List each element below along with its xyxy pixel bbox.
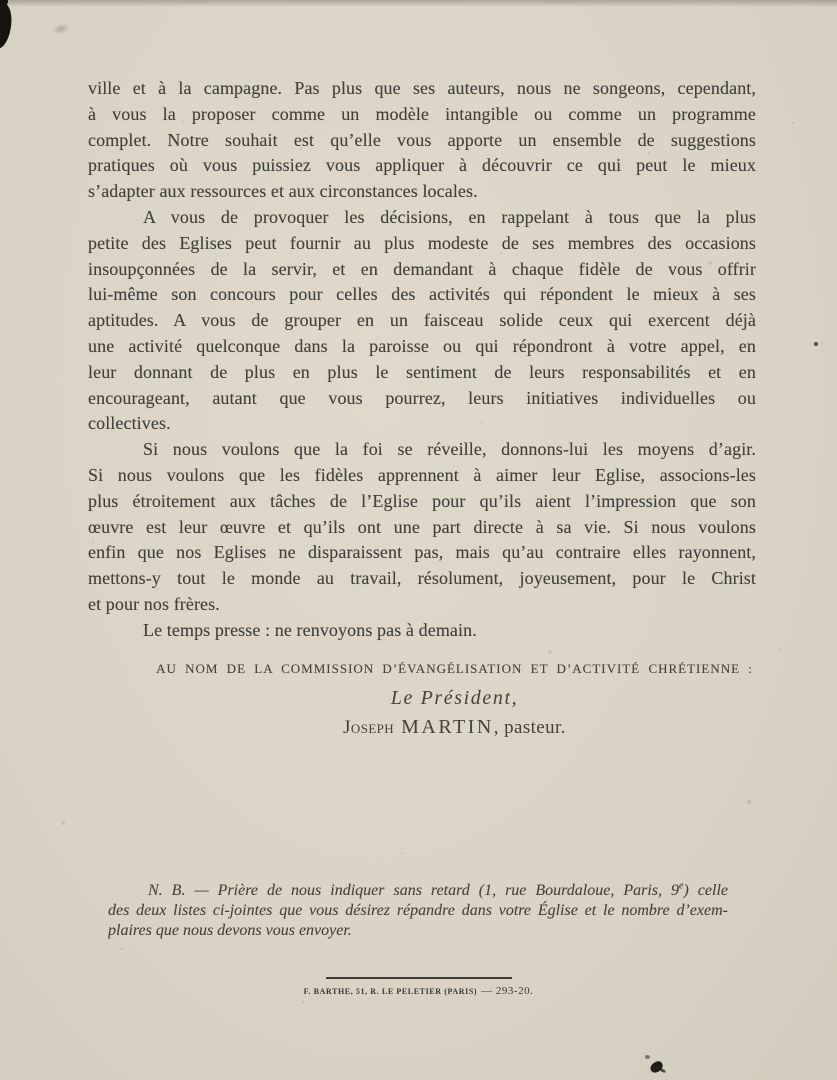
text-line: pratiques où vous puissiez vous appliquer à découvrir ce qui peut le mieux bbox=[88, 155, 756, 176]
text-line: une activité quelconque dans la paroisse ou qui répondront à votre appel, en bbox=[88, 335, 756, 356]
imprint-rule bbox=[326, 977, 512, 979]
text-line: mettons-y tout le monde au travail, résolument, joyeusement, pour le Christ bbox=[88, 568, 756, 589]
imprint-text bbox=[0, 981, 837, 999]
text-line: ville et à la campagne. Pas plus que ses auteurs, nous ne songeons, cependant, bbox=[88, 78, 756, 98]
text-line: œuvre est leur œuvre et qu’ils ont une part directe à sa vie. Si nous voulons bbox=[88, 516, 756, 537]
text-line: enfin que nos Eglises ne disparaissent pas, mais qu’au contraire elles rayonnent, bbox=[88, 542, 756, 563]
nb-line-text: N. B. — Prière de nous indiquer sans retard (1, rue Bourdaloue, Paris, 9 bbox=[148, 882, 680, 899]
text-line: Si nous voulons que la foi se réveille, donnons-lui les moyens d’agir. bbox=[143, 439, 756, 460]
nb-line: des deux listes ci-jointes que vous désirez répandre dans votre Église et le nombre d’exem- bbox=[108, 901, 728, 919]
text-line: leur donnant de plus en plus le sentiment de leurs responsabilités et en bbox=[88, 361, 756, 382]
signature-block bbox=[88, 661, 756, 739]
text-line: A vous de provoquer les décisions, en rappelant à tous que la plus bbox=[143, 206, 756, 227]
text-line: insoupçonnées de la servir, et en demandant à chaque fidèle de vous offrir bbox=[88, 258, 756, 279]
ink-blot-dot bbox=[645, 1055, 650, 1059]
ink-blot-tail bbox=[659, 1068, 667, 1074]
imprint bbox=[0, 977, 837, 999]
text-line: encourageant, autant que vous pourrez, leurs initiatives individuelles ou bbox=[88, 387, 756, 408]
nb-line bbox=[108, 881, 728, 901]
nb-superscript: e bbox=[679, 881, 684, 892]
commission-line: AU NOM DE LA COMMISSION D’ÉVANGÉLISATION ET D’ACTIVITÉ CHRÉTIENNE : bbox=[156, 661, 753, 676]
printer-ref-number: — 293-20. bbox=[481, 985, 534, 997]
paragraph bbox=[88, 618, 756, 644]
paragraph bbox=[88, 205, 756, 437]
speck-right-margin bbox=[814, 342, 818, 346]
signatory-role: , pasteur. bbox=[493, 717, 566, 738]
text-line: petite des Eglises peut fournir au plus modeste de ses membres des occasions bbox=[88, 232, 756, 253]
nb-line: plaires que nous devons vous envoyer. bbox=[108, 921, 352, 939]
signatory-line bbox=[153, 716, 756, 739]
text-line: plus étroitement aux tâches de l’Eglise pour qu’ils aient l’impression que son bbox=[88, 490, 756, 511]
text-line: aptitudes. A vous de grouper en un faisceau solide ceux qui exercent déjà bbox=[88, 310, 756, 331]
text-line: s’adapter aux ressources et aux circonstances locales. bbox=[88, 181, 478, 202]
ink-stain-top-left bbox=[0, 2, 15, 51]
text-line: et pour nos frères. bbox=[88, 593, 220, 614]
text-line: lui-même son concours pour celles des activités qui répondent le mieux à ses bbox=[88, 284, 756, 305]
paragraph bbox=[88, 437, 756, 618]
printer-name: F. BARTHE, 51, R. LE PELETIER (PARIS) bbox=[303, 987, 478, 996]
paper-freckles bbox=[0, 0, 2, 2]
body-text bbox=[88, 76, 756, 644]
smudge-mark bbox=[51, 21, 71, 36]
signatory-first-name: Joseph bbox=[343, 717, 395, 738]
nb-line-text: ) celle bbox=[683, 882, 728, 899]
text-line: Le temps presse : ne renvoyons pas à demain. bbox=[143, 619, 477, 640]
ink-blot-bottom bbox=[648, 1060, 664, 1075]
paragraph bbox=[88, 76, 756, 205]
nb-note bbox=[108, 881, 728, 940]
signatory-last-name: MARTIN bbox=[401, 716, 494, 738]
text-line: complet. Notre souhait est qu’elle vous apporte un ensemble de suggestions bbox=[88, 129, 756, 150]
text-line: collectives. bbox=[88, 413, 171, 434]
ink-stain-top-left-corner bbox=[0, 0, 8, 8]
text-line: à vous la proposer comme un modèle intangible ou comme un programme bbox=[88, 103, 756, 124]
president-title: Le Président, bbox=[390, 687, 519, 709]
text-line: Si nous voulons que les fidèles apprennent à aimer leur Eglise, associons-les bbox=[88, 464, 756, 485]
